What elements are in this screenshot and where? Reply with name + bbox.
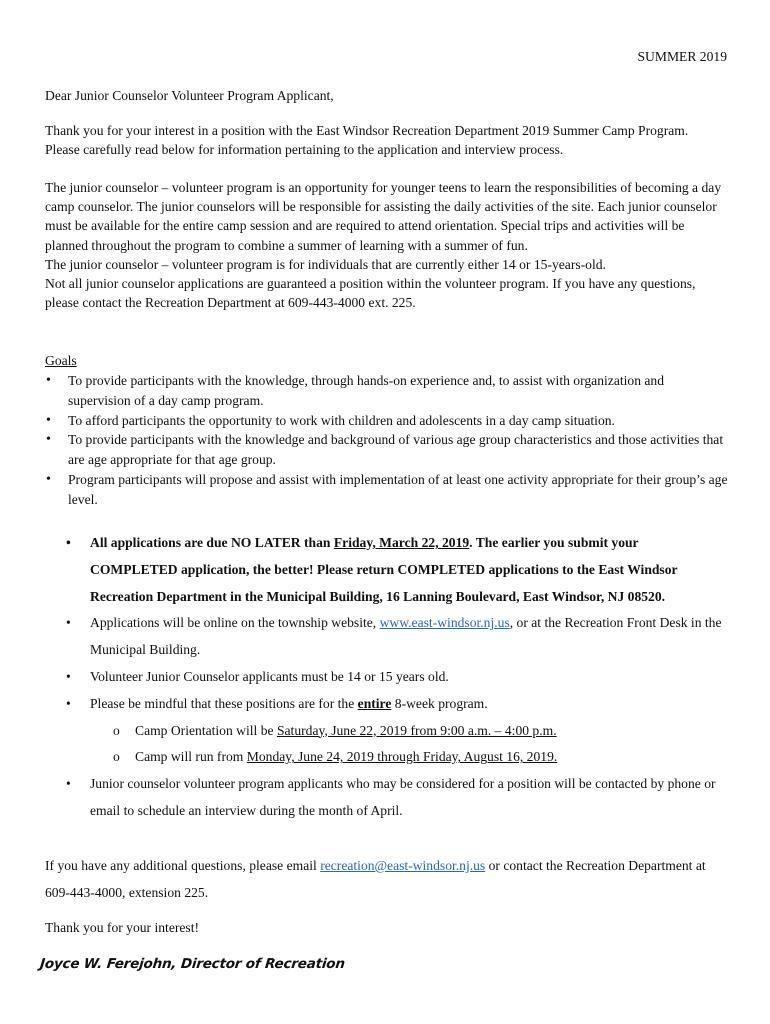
signature: Joyce W. Ferejohn, Director of Recreation	[39, 956, 346, 972]
email-link[interactable]: recreation@east-windsor.nj.us	[320, 858, 486, 873]
closing-paragraph: If you have any additional questions, please email recreation@east-windsor.nj.us or contact the Recreation Department at 609-443-4000, extension 225.	[45, 858, 706, 900]
township-website-link[interactable]: www.east-windsor.nj.us	[379, 615, 510, 631]
goal-item: • To afford participants the opportunity to work with children and adolescents in a day camp situation.	[45, 411, 728, 431]
deadline-item: • All applications are due NO LATER than Friday, March 22, 2019. The earlier you submit your COMPLETED application, the better! Please return COMPLETED applications to the East Windsor Recreation Department in the Municipal Building, 16 Lanning Boulevard, East Windsor, NJ 08520.	[64, 530, 726, 610]
goals-title: Goals	[45, 353, 77, 368]
goals-list	[45, 371, 728, 510]
camp-dates-list	[90, 718, 726, 772]
orientation-date: Saturday, June 22, 2019 from 9:00 a.m. – 4:00 p.m.	[276, 722, 557, 738]
age-item: • Volunteer Junior Counselor applicants must be 14 or 15 years old.	[64, 664, 726, 691]
goal-item: • Program participants will propose and assist with implementation of at least one activity appropriate for their group’s age level.	[45, 470, 728, 510]
goal-item: • To provide participants with the knowledge, through hands-on experience and, to assist with organization and supervision of a day camp program.	[45, 371, 728, 411]
program-description	[45, 178, 728, 312]
orientation-item: o Camp Orientation will be Saturday, June 22, 2019 from 9:00 a.m. – 4:00 p.m.	[90, 718, 726, 745]
goal-item: • To provide participants with the knowledge and background of various age group characteristics and those activities that are age appropriate for that age group.	[45, 430, 728, 470]
intro-paragraph: Thank you for your interest in a position with the East Windsor Recreation Department 2019 Summer Camp Program. Please carefully read below for information pertaining to the application and interview process.	[45, 123, 689, 158]
mindful-item: • Please be mindful that these positions are for the entire 8-week program. o Camp Orientation will be Saturday, June 22, 2019 from 9:00 a.m. – 4:00 p.m. o Camp will run from Monday, June 24, 2019 through Friday, August 16, 2019.	[64, 691, 726, 771]
description-paragraph: The junior counselor – volunteer program is an opportunity for younger teens to learn the responsibilities of becoming a day camp counselor. The junior counselors will be responsible for assisting the daily activities of the site. Each junior counselor must be available for the entire camp session and are required to attend orientation. Special trips and activities will be planned throughout the program to combine a summer of learning with a summer of fun.	[45, 180, 722, 253]
document-date: SUMMER 2019	[637, 49, 727, 64]
interview-item: • Junior counselor volunteer program applicants who may be considered for a position will be contacted by phone or email to schedule an interview during the month of April.	[64, 771, 726, 825]
camp-run-item: o Camp will run from Monday, June 24, 2019 through Friday, August 16, 2019.	[90, 744, 726, 771]
entire-emphasis: entire	[357, 695, 392, 711]
salutation: Dear Junior Counselor Volunteer Program Applicant,	[45, 88, 334, 103]
deadline-date: Friday, March 22, 2019	[333, 535, 470, 550]
thanks-line: Thank you for your interest!	[45, 920, 200, 935]
description-guarantee-line: Not all junior counselor applications are guaranteed a position within the volunteer program. If you have any questions, please contact the Recreation Department at 609-443-4000 ext. 225.	[45, 276, 696, 311]
camp-run-dates: Monday, June 24, 2019 through Friday, August 16, 2019.	[246, 749, 558, 765]
application-info-list	[64, 530, 726, 825]
online-item: • Applications will be online on the township website, www.east-windsor.nj.us, or at the Recreation Front Desk in the Municipal Building.	[64, 610, 726, 664]
description-age-line: The junior counselor – volunteer program is for individuals that are currently either 14 or 15-years-old.	[45, 256, 606, 272]
